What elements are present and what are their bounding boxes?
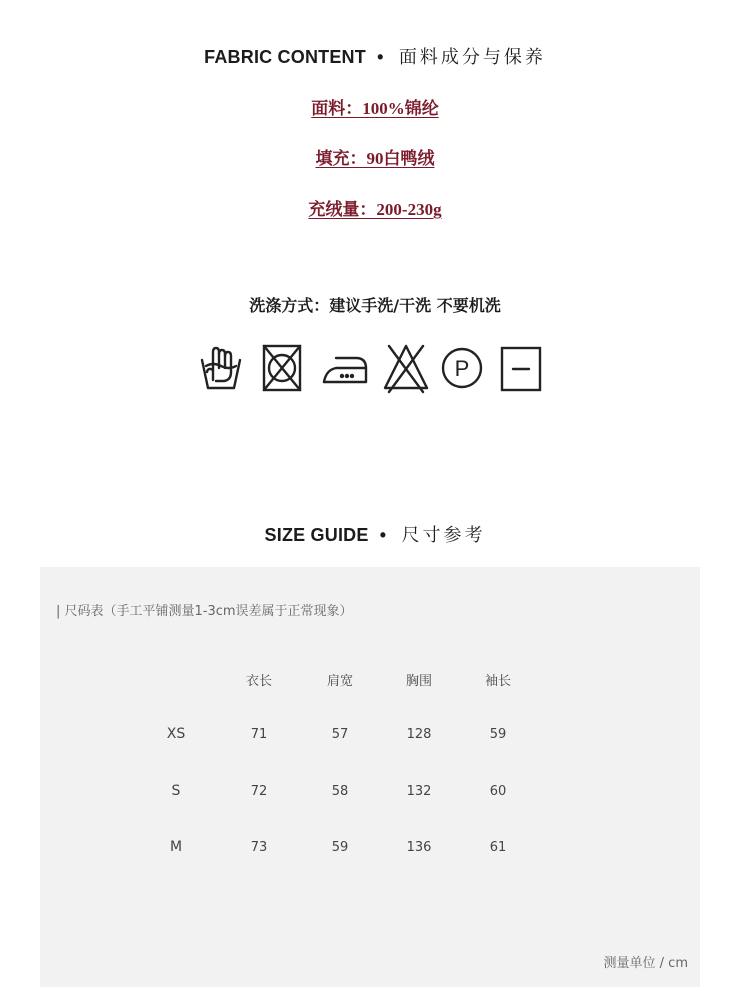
fabric-content-title [0,43,750,69]
row-label-xs: XS [166,726,186,742]
fabric-filling-line [0,144,750,169]
do-not-tumble-dry-icon [258,340,308,396]
table-cell: 57 [331,727,349,742]
table-cell: 73 [250,840,268,855]
table-cell: 61 [489,840,507,855]
size-title-en: SIZE GUIDE [264,525,369,545]
table-cell: 136 [406,840,432,855]
size-table [40,567,700,987]
care-icons-row [196,340,548,396]
size-table-note: | 尺码表（手工平铺测量1-3cm误差属于正常现象） [56,604,353,619]
size-title-cn: 尺寸参考 [401,525,486,546]
fabric-title-en: FABRIC CONTENT [204,47,366,67]
table-cell: 59 [331,840,349,855]
fabric-title-cn: 面料成分与保养 [398,47,546,68]
table-cell: 72 [250,784,268,799]
table-cell: 59 [489,727,507,742]
wash-instructions: 洗涤方式：建议手洗/干洗 不要机洗 [249,296,501,315]
hand-wash-icon [196,340,246,396]
fabric-filling-text: 填充：90白鸭绒 [315,149,435,168]
fabric-material-line [0,94,750,119]
col-header-chest: 胸围 [405,674,432,689]
title-dot: • [379,525,387,545]
size-guide-title [0,521,750,547]
col-header-sleeve: 袖长 [484,674,511,689]
col-header-length: 衣长 [245,674,272,689]
row-label-s: S [171,783,181,799]
title-dot: • [377,47,384,67]
measurement-unit-note: 测量单位 / cm [603,956,688,971]
do-not-bleach-icon [381,340,431,396]
size-panel [40,567,700,987]
table-cell: 128 [406,727,432,742]
table-cell: 60 [489,784,507,799]
table-cell: 58 [331,784,349,799]
dry-flat-icon [496,340,546,396]
dry-clean-letter: P [454,356,470,381]
fabric-fill-weight-text: 充绒量：200-230g [308,200,442,219]
table-cell: 71 [250,727,268,742]
row-label-m: M [169,839,183,855]
fabric-material-text: 面料：100%锦纶 [311,99,439,118]
fabric-fill-weight-line [0,195,750,220]
dry-clean-p-icon [437,340,487,396]
col-header-shoulder: 肩宽 [326,674,353,689]
table-cell: 132 [406,784,432,799]
iron-low-icon [320,340,370,396]
